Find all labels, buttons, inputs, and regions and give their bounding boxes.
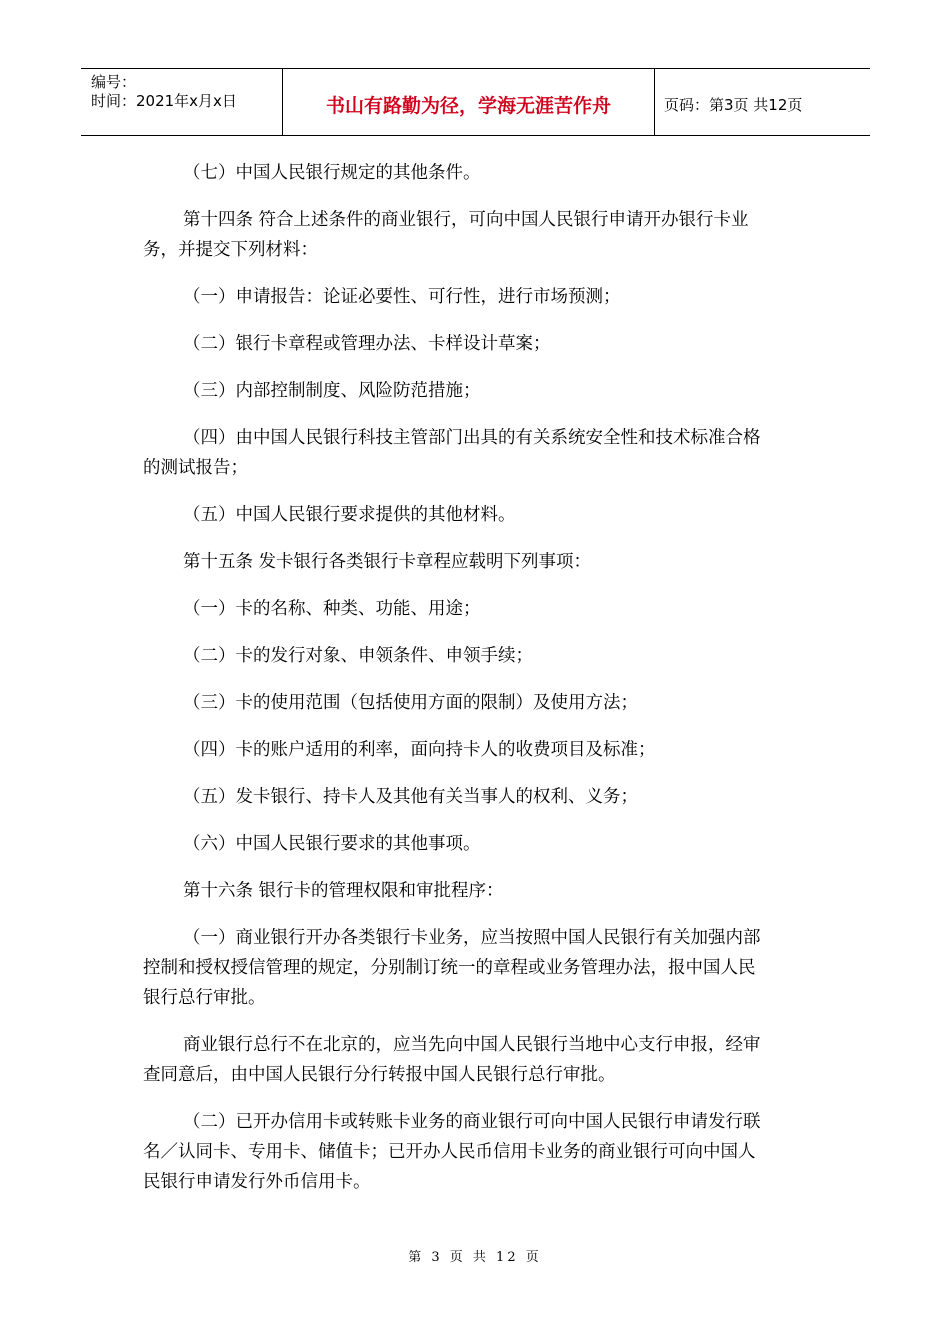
paragraph: （一）卡的名称、种类、功能、用途；: [183, 599, 481, 619]
code-label: 编号：: [91, 73, 137, 91]
paragraph: （二）银行卡章程或管理办法、卡样设计草案；: [183, 334, 551, 354]
paragraph: （一）申请报告：论证必要性、可行性，进行市场预测；: [183, 287, 621, 307]
paragraph: （二）已开办信用卡或转账卡业务的商业银行可向中国人民银行申请发行联名／认同卡、专用卡、储值卡；已开办人民币信用卡业务的商业银行可向中国人民银行申请发行外币信用卡。: [143, 1112, 761, 1192]
paragraph: （三）卡的使用范围（包括使用方面的限制）及使用方法；: [183, 693, 638, 713]
paragraph: （一）商业银行开办各类银行卡业务，应当按照中国人民银行有关加强内部控制和授权授信管理的规定，分别制订统一的章程或业务管理办法，报中国人民银行总行审批。: [143, 928, 761, 1008]
document-header: [81, 68, 870, 136]
paragraph: 第十六条 银行卡的管理权限和审批程序：: [183, 881, 504, 901]
page-footer: 第 3 页 共 12 页: [408, 1250, 542, 1265]
paragraph: （四）卡的账户适用的利率，面向持卡人的收费项目及标准；: [183, 740, 656, 760]
date-line: 时间：2021年x月x日: [91, 92, 237, 110]
header-page-info: 页码：第3页 共12页: [664, 95, 803, 114]
paragraph: （六）中国人民银行要求的其他事项。: [183, 834, 481, 854]
paragraph: 商业银行总行不在北京的，应当先向中国人民银行当地中心支行申报，经审查同意后，由中国人民银行分行转报中国人民银行总行审批。: [143, 1035, 761, 1085]
header-slogan: 书山有路勤为径，学海无涯苦作舟: [282, 69, 655, 135]
document-body: [143, 158, 768, 1214]
paragraph: （五）中国人民银行要求提供的其他材料。: [183, 505, 516, 525]
header-meta: [81, 69, 282, 135]
paragraph: （二）卡的发行对象、申领条件、申领手续；: [183, 646, 533, 666]
paragraph: 第十四条 符合上述条件的商业银行，可向中国人民银行申请开办银行卡业务，并提交下列材料：: [143, 210, 749, 260]
paragraph: （三）内部控制制度、风险防范措施；: [183, 381, 481, 401]
paragraph: 第十五条 发卡银行各类银行卡章程应载明下列事项：: [183, 552, 592, 572]
paragraph: （七）中国人民银行规定的其他条件。: [183, 163, 481, 183]
paragraph: （四）由中国人民银行科技主管部门出具的有关系统安全性和技术标准合格的测试报告；: [143, 428, 761, 478]
paragraph: （五）发卡银行、持卡人及其他有关当事人的权利、义务；: [183, 787, 638, 807]
